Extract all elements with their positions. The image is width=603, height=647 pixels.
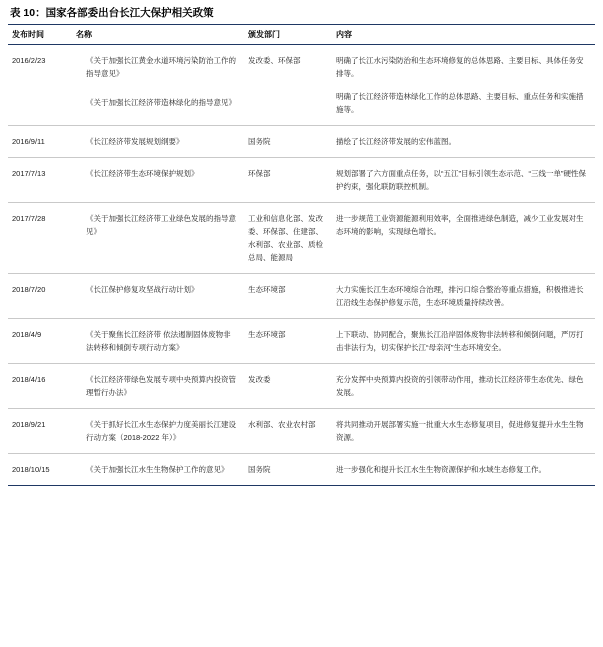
table-row <box>8 126 595 158</box>
cell-department: 发改委、环保部 <box>244 45 332 126</box>
table-row <box>8 158 595 203</box>
cell-date: 2017/7/28 <box>8 203 72 274</box>
cell-date: 2018/4/16 <box>8 364 72 409</box>
column-header-content: 内容 <box>332 25 595 45</box>
policy-content: 上下联动、协同配合，聚焦长江沿岸固体废物非法转移和倾倒问题，严厉打击非法行为，切实保护长江“母亲河”生态环境安全。 <box>336 330 584 352</box>
cell-department: 水利部、农业农村部 <box>244 409 332 454</box>
cell-department: 环保部 <box>244 158 332 203</box>
policy-content: 明确了长江经济带造林绿化工作的总体思路、主要目标、重点任务和实施措施等。 <box>336 92 584 114</box>
cell-content <box>332 45 595 126</box>
cell-content <box>332 158 595 203</box>
cell-name <box>72 158 244 203</box>
table-row <box>8 409 595 454</box>
cell-name <box>72 126 244 158</box>
policy-name: 《长江保护修复攻坚战行动计划》 <box>86 285 199 294</box>
cell-date: 2018/10/15 <box>8 454 72 486</box>
policy-name: 《关于加强长江水生生物保护工作的意见》 <box>86 465 229 474</box>
policy-content: 将共同推动开展部署实施一批重大水生态修复项目，促进修复提升水生生物资源。 <box>336 420 584 442</box>
cell-department: 工业和信息化部、发改委、环保部、住建部、水利部、农业部、质检总局、能源局 <box>244 203 332 274</box>
cell-department: 国务院 <box>244 454 332 486</box>
policy-name: 《长江经济带生态环境保护规划》 <box>86 169 199 178</box>
cell-date: 2018/4/9 <box>8 319 72 364</box>
table-row <box>8 364 595 409</box>
table-header-row <box>8 25 595 45</box>
table-row <box>8 454 595 486</box>
cell-name <box>72 454 244 486</box>
policy-name: 《关于抓好长江水生态保护力度美丽长江建设行动方案（2018-2022 年）》 <box>86 420 236 442</box>
cell-content <box>332 364 595 409</box>
policy-content: 明确了长江水污染防治和生态环境修复的总体思路、主要目标、具体任务安排等。 <box>336 56 584 78</box>
policy-content: 规划部署了六方面重点任务，以“五江”目标引领生态示范、“三线一单”硬性保护约束，强化联防联控机制。 <box>336 169 586 191</box>
policy-content: 进一步强化和提升长江水生生物资源保护和水域生态修复工作。 <box>336 465 546 474</box>
policy-name: 《关于加强长江经济带造林绿化的指导意见》 <box>86 98 236 107</box>
cell-content <box>332 126 595 158</box>
policy-table <box>8 24 595 486</box>
cell-date: 2018/9/21 <box>8 409 72 454</box>
cell-department: 生态环境部 <box>244 274 332 319</box>
table-row <box>8 203 595 274</box>
table-row <box>8 319 595 364</box>
column-header-name: 名称 <box>72 25 244 45</box>
cell-name <box>72 274 244 319</box>
cell-name <box>72 319 244 364</box>
cell-department: 国务院 <box>244 126 332 158</box>
cell-date: 2016/9/11 <box>8 126 72 158</box>
cell-name <box>72 45 244 126</box>
column-header-department: 颁发部门 <box>244 25 332 45</box>
table-row <box>8 274 595 319</box>
policy-name: 《长江经济带绿色发展专项中央预算内投资管理暂行办法》 <box>86 375 236 397</box>
cell-content <box>332 319 595 364</box>
cell-department: 生态环境部 <box>244 319 332 364</box>
cell-name <box>72 203 244 274</box>
cell-date: 2017/7/13 <box>8 158 72 203</box>
cell-name <box>72 364 244 409</box>
cell-name <box>72 409 244 454</box>
table-header <box>8 25 595 45</box>
policy-content: 描绘了长江经济带发展的宏伟蓝图。 <box>336 137 456 146</box>
policy-content: 进一步规范工业资源能源利用效率，全面推进绿色制造，减少工业发展对生态环境的影响，实现绿色增长。 <box>336 214 584 236</box>
cell-content <box>332 203 595 274</box>
cell-date: 2016/2/23 <box>8 45 72 126</box>
policy-name: 《关于加强长江经济带工业绿色发展的指导意见》 <box>86 214 236 236</box>
cell-content <box>332 409 595 454</box>
cell-department: 发改委 <box>244 364 332 409</box>
cell-content <box>332 274 595 319</box>
policy-name: 《关于加强长江黄金水道环境污染防治工作的指导意见》 <box>86 56 236 78</box>
cell-date: 2018/7/20 <box>8 274 72 319</box>
policy-name: 《长江经济带发展规划纲要》 <box>86 137 184 146</box>
policy-content: 大力实施长江生态环境综合治理，排污口综合整治等重点措施，积极推进长江沿线生态保护修复示范，生态环境质量持续改善。 <box>336 285 584 307</box>
policy-name: 《关于聚焦长江经济带 依法遏制固体废物非法转移和倾倒专项行动方案》 <box>86 330 231 352</box>
policy-content: 充分发挥中央预算内投资的引领带动作用，推动长江经济带生态优先、绿色发展。 <box>336 375 584 397</box>
cell-content <box>332 454 595 486</box>
table-body <box>8 45 595 486</box>
column-header-date: 发布时间 <box>8 25 72 45</box>
table-row <box>8 45 595 126</box>
table-title: 表 10：国家各部委出台长江大保护相关政策 <box>10 7 214 19</box>
